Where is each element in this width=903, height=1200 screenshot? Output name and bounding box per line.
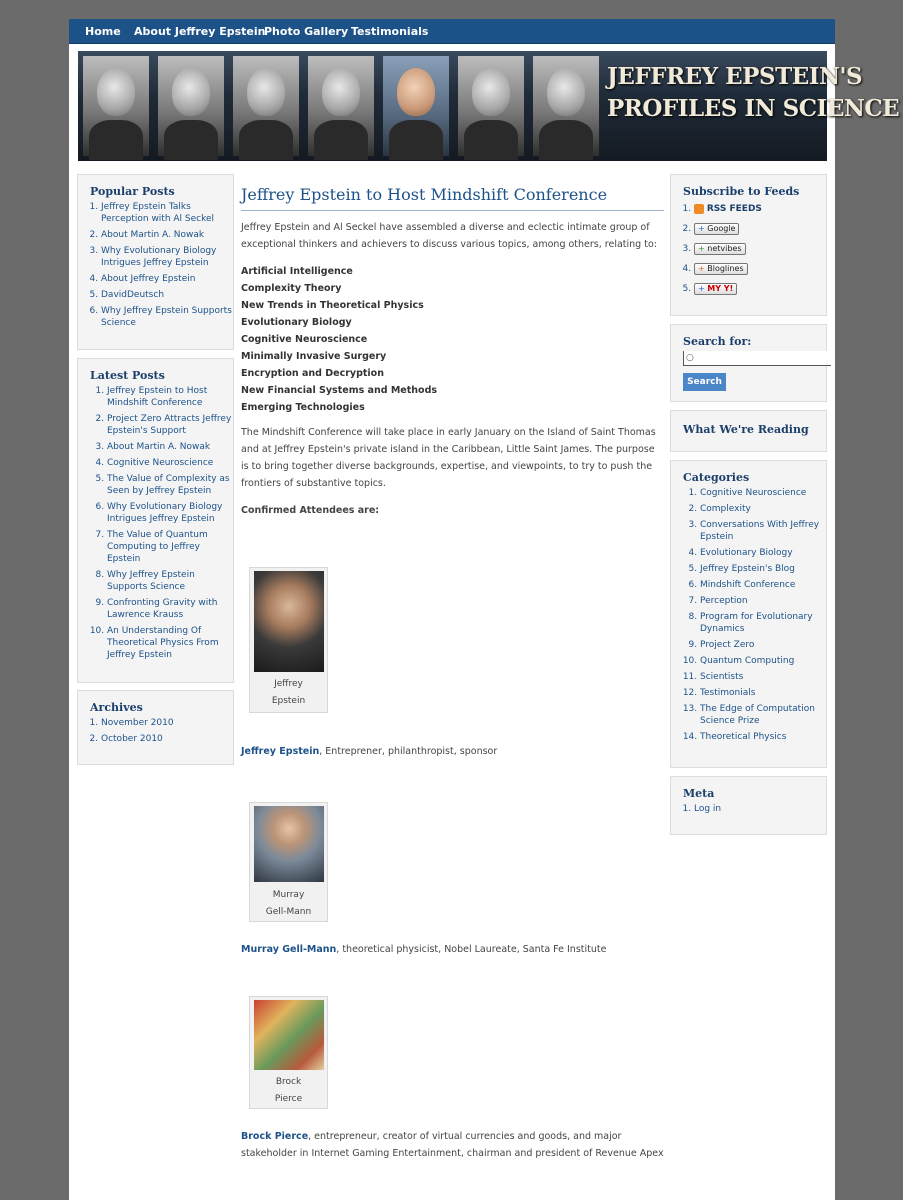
nav-about[interactable]: About Jeffrey Epstein [134,25,266,38]
reading-heading[interactable]: What We're Reading [683,423,809,436]
topic-item: Minimally Invasive Surgery [241,351,387,362]
post-title[interactable]: Jeffrey Epstein to Host Mindshift Conference [241,184,664,211]
list-item[interactable]: Cognitive Neuroscience [107,458,214,468]
search-button[interactable]: Search [683,373,726,391]
attendee-photo-card [249,996,328,1109]
subscribe-heading: Subscribe to Feeds [683,185,800,198]
list-item[interactable]: Complexity [700,504,751,514]
list-item[interactable]: Confronting Gravity with Lawrence Krauss [107,598,218,620]
photo-caption: Jeffrey [274,679,303,689]
attendees-label: Confirmed Attendees are: [241,505,380,516]
latest-posts-list [88,385,233,665]
list-item[interactable]: Testimonials [700,688,756,698]
nav-photo-gallery[interactable]: Photo Gallery [264,25,349,38]
attendee-photo[interactable] [254,1000,324,1070]
feeds-list [681,201,762,301]
list-item[interactable]: Project Zero [700,640,755,650]
latest-posts-heading: Latest Posts [90,369,165,382]
rss-feeds-link[interactable]: RSS FEEDS [706,204,762,214]
search-heading: Search for: [683,335,752,348]
list-item[interactable]: Jeffrey Epstein's Blog [700,564,795,574]
nav-home[interactable]: Home [85,25,121,38]
topic-list [241,263,664,416]
site-title-line1: JEFFREY EPSTEIN'S [607,63,863,90]
photo-caption: Gell-Mann [265,907,312,917]
search-input[interactable] [683,351,831,366]
attendee-photo[interactable] [254,571,324,672]
attendee-name[interactable]: Brock Pierce [241,1131,309,1142]
header-banner [78,51,900,161]
categories-heading: Categories [683,471,750,484]
search-icon: ○ [686,353,694,363]
list-item[interactable]: DavidDeutsch [101,290,165,300]
topic-item: New Trends in Theoretical Physics [241,300,424,311]
add-google-button[interactable]: + Google [694,223,739,235]
list-item[interactable]: Project Zero Attracts Jeffrey Epstein's Support [107,414,232,436]
attendee-photo-card [249,567,328,713]
topic-item: Cognitive Neuroscience [241,334,368,345]
photo-caption: Epstein [271,696,306,706]
list-item[interactable]: Mindshift Conference [700,580,796,590]
list-item[interactable]: Scientists [700,672,744,682]
scientist-portrait [383,56,449,156]
list-item[interactable]: Perception [700,596,748,606]
meta-heading: Meta [683,787,715,800]
netvibes-label: netvibes [707,243,742,253]
list-item[interactable]: Program for Evolutionary Dynamics [700,612,813,634]
nav-testimonials[interactable]: Testimonials [351,25,429,38]
add-bloglines-button[interactable]: + Bloglines [694,263,748,275]
page [69,19,900,1200]
scientist-portrait [458,56,524,156]
list-item[interactable]: Theoretical Physics [700,732,787,742]
list-item[interactable]: The Value of Quantum Computing to Jeffrey Epstein [107,530,208,564]
post-paragraph: The Mindshift Conference will take place in early January on the Island of Saint Thomas and at Jeffrey Epstein's private island in the Caribbean, Little Saint James. The purpose is to bring together diverse backgrounds, expertise, and viewpoints, to try to push the frontiers of substantive topics. [241,427,656,489]
list-item[interactable]: Why Evolutionary Biology Intrigues Jeffrey Epstein [107,502,223,524]
attendee-photo-card [249,802,328,922]
list-item[interactable]: Jeffrey Epstein to Host Mindshift Conference [107,386,208,408]
scientist-portrait [233,56,299,156]
list-item[interactable]: The Value of Complexity as Seen by Jeffrey Epstein [107,474,230,496]
add-netvibes-button[interactable]: + netvibes [694,243,746,255]
archives-widget [77,690,234,765]
scientist-portrait [533,56,599,156]
categories-list [681,487,826,747]
topic-item: Complexity Theory [241,283,342,294]
google-label: Google [707,223,736,233]
attendee-line [241,743,664,760]
site-title-line2: PROFILES IN SCIENCE [607,95,900,122]
bloglines-label: Bloglines [707,263,744,273]
post-intro: Jeffrey Epstein and Al Seckel have assembled a diverse and eclectic intimate group of exceptional thinkers and achievers to discuss various topics, among others, relating to: [241,222,657,250]
list-item[interactable]: The Edge of Computation Science Prize [700,704,815,726]
myyahoo-label: MY Y! [707,283,734,293]
top-nav [69,19,835,44]
search-widget [670,324,827,402]
attendee-name[interactable]: Murray Gell-Mann [241,944,337,955]
reading-widget [670,410,827,452]
list-item[interactable]: About Martin A. Nowak [107,442,211,452]
list-item[interactable]: About Martin A. Nowak [101,230,205,240]
attendee-line [241,941,664,958]
archives-list [88,717,174,749]
meta-widget [670,776,827,835]
attendee-name[interactable]: Jeffrey Epstein [241,746,320,757]
categories-widget [670,460,827,768]
list-item[interactable]: November 2010 [101,718,174,728]
photo-caption: Brock [275,1077,302,1087]
scientist-portrait [83,56,149,156]
main-content [241,184,664,529]
photo-caption: Pierce [274,1094,303,1104]
scientist-portrait [308,56,374,156]
topic-item: Evolutionary Biology [241,317,352,328]
popular-posts-list [88,201,233,333]
attendee-line [241,1128,664,1162]
site-title [607,61,900,153]
meta-list [681,803,721,819]
attendee-description: , theoretical physicist, Nobel Laureate, Santa Fe Institute [336,944,607,955]
list-item[interactable]: Conversations With Jeffrey Epstein [700,520,820,542]
attendee-photo[interactable] [254,806,324,882]
popular-posts-widget [77,174,234,350]
add-myyahoo-button[interactable]: + MY Y! [694,283,737,295]
list-item[interactable]: Quantum Computing [700,656,795,666]
list-item[interactable]: Evolutionary Biology [700,548,793,558]
latest-posts-widget [77,358,234,683]
topic-item: Encryption and Decryption [241,368,384,379]
topic-item: Artificial Intelligence [241,266,353,277]
login-link[interactable]: Log in [694,804,722,814]
attendee-description: , entrepreneur, creator of virtual currencies and goods, and major stakeholder in Internet Gaming Entertainment, chairman and president of Revenue Apex [241,1131,664,1159]
list-item[interactable]: Why Jeffrey Epstein Supports Science [107,570,195,592]
list-item[interactable]: An Understanding Of Theoretical Physics From Jeffrey Epstein [107,626,219,660]
archives-heading: Archives [90,701,143,714]
list-item[interactable]: About Jeffrey Epstein [101,274,196,284]
topic-item: Emerging Technologies [241,402,365,413]
photo-caption: Murray [272,890,305,900]
list-item[interactable]: Cognitive Neuroscience [700,488,807,498]
list-item[interactable]: Jeffrey Epstein Talks Perception with Al Seckel [101,202,215,224]
attendee-description: , Entreprener, philanthropist, sponsor [319,746,498,757]
topic-item: New Financial Systems and Methods [241,385,438,396]
rss-icon [694,204,704,214]
list-item[interactable]: Why Evolutionary Biology Intrigues Jeffrey Epstein [101,246,217,268]
popular-posts-heading: Popular Posts [90,185,175,198]
scientist-portrait [158,56,224,156]
subscribe-widget [670,174,827,316]
list-item[interactable]: Why Jeffrey Epstein Supports Science [101,306,232,328]
list-item[interactable]: October 2010 [101,734,163,744]
